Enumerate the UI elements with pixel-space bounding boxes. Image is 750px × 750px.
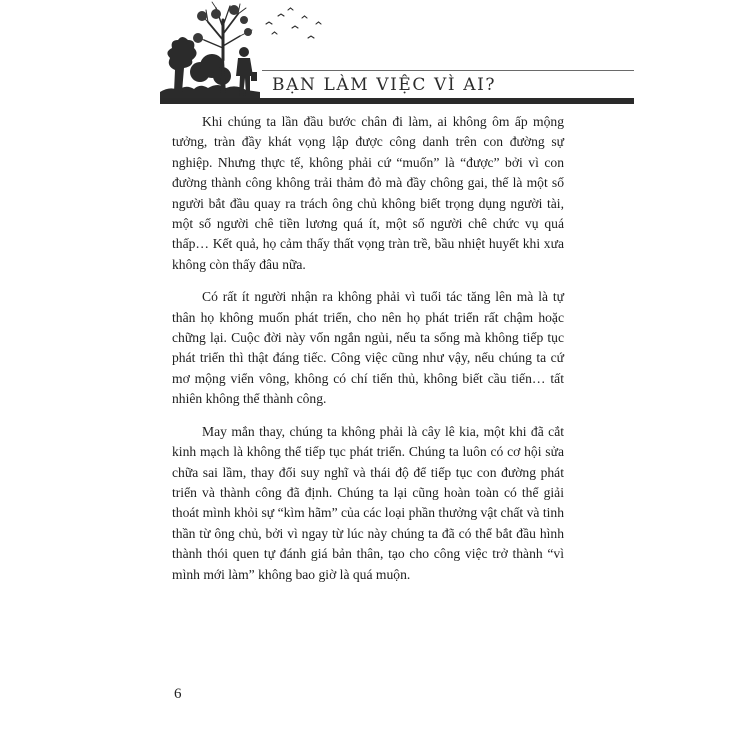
body-text [172, 112, 564, 597]
paragraph: Có rất ít người nhận ra không phải vì tuổi tác tăng lên mà là tự thân họ không muốn phát triển, cho nên họ phát triển rất chậm hoặc chững lại. Cuộc đời này vốn ngắn ngủi, nếu ta sống mà không tiếp tục phát triển thì thật đáng tiếc. Công việc cũng như vậy, nếu chúng ta cứ mơ mộng viển vông, không có chí tiến thủ, không biết cầu tiến… tất nhiên không thể thành công. [172, 289, 564, 407]
paragraph: Khi chúng ta lần đầu bước chân đi làm, ai không ôm ấp mộng tưởng, tràn đầy khát vọng lập được công danh trên con đường sự nghiệp. Nhưng thực tế, không phải cứ “muốn” là “được” bởi vì con đường thành công không trải thảm đỏ mà đầy chông gai, thế là một số người bắt đầu quay ra trách ông chủ không biết trọng dụng người tài, một số người chê tiền lương quá ít, một số người chê chức vụ quá thấp… Kết quả, họ cảm thấy thất vọng tràn trề, bầu nhiệt huyết khi xưa không còn thấy đâu nữa. [172, 114, 564, 272]
paragraph: May mắn thay, chúng ta không phải là cây lê kia, một khi đã cắt kinh mạch là không thể tiếp tục phát triển. Chúng ta luôn có cơ hội sửa chữa sai lầm, thay đổi suy nghĩ và thái độ để tiếp tục con đường phát triển và thành công đã định. Chúng ta lại cũng hoàn toàn có thể giải thoát mình khỏi sự “kìm hãm” của các loại phần thưởng vật chất và tinh thần từ ông chủ, bởi vì ngay từ lúc này chúng ta đã có thể bắt đầu hình thành thói quen tự đánh giá bản thân, tạo cho công việc trở thành “vì mình mới làm” không bao giờ là quá muộn. [172, 423, 564, 582]
header-rule-thin [262, 70, 634, 71]
chapter-title: BẠN LÀM VIỆC VÌ AI? [272, 75, 497, 95]
header-rule-thick [160, 98, 634, 104]
page-number: 6 [174, 686, 182, 702]
